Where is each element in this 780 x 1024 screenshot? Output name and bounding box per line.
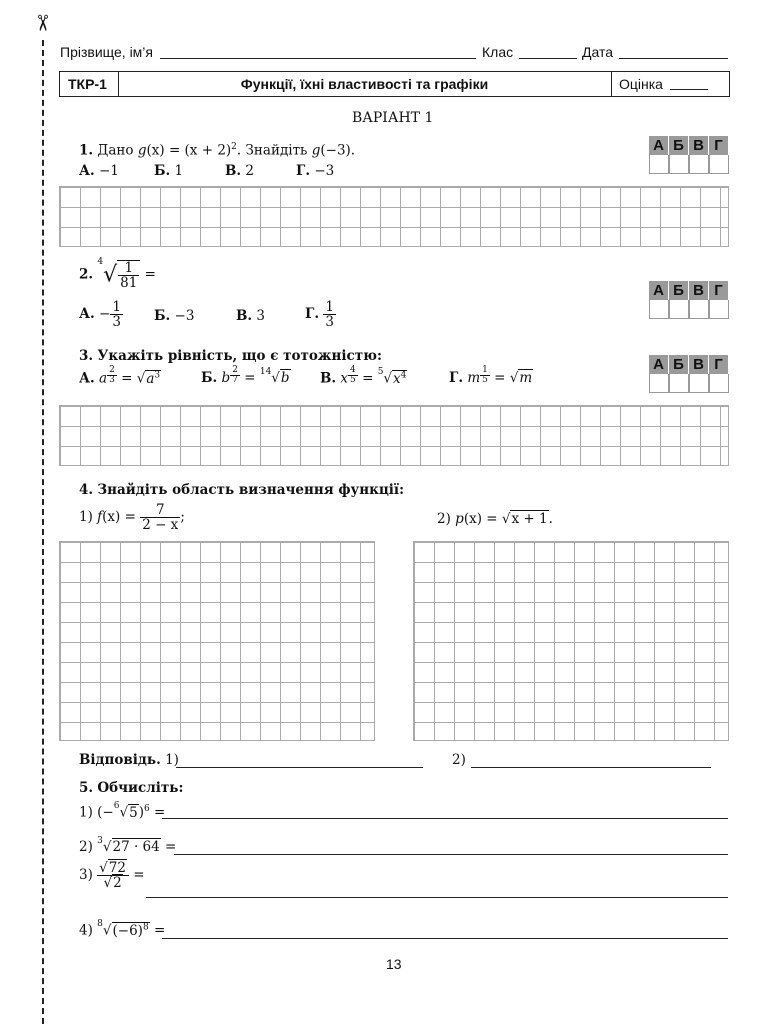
answer-box-q2[interactable]: А Б В Г: [649, 281, 729, 319]
answer-field-2[interactable]: [471, 767, 711, 768]
q5-answer-2[interactable]: [174, 854, 728, 855]
question-2: 2. $^4$√ $\frac{1}{81}$ =: [79, 257, 156, 292]
q2-option-g: Г. $\frac{1}{3}$: [305, 299, 334, 331]
answer-row-2-label: 2): [452, 752, 466, 768]
work-grid-q4-1[interactable]: [59, 541, 375, 741]
scissors-icon: ✂: [29, 13, 55, 33]
question-1-options: А. −1: [79, 163, 119, 179]
q1-option-b: Б. 1: [154, 163, 184, 179]
q5-answer-3[interactable]: [146, 897, 728, 898]
question-3: 3. Укажіть рівність, що є тотожністю:: [79, 348, 382, 364]
work-grid-q4-2[interactable]: [413, 541, 729, 741]
name-label: Прізвище, ім’я: [60, 44, 153, 60]
date-field[interactable]: [619, 58, 728, 59]
class-label: Клас: [482, 44, 514, 60]
class-field[interactable]: [519, 58, 577, 59]
test-code: ТКР-1: [68, 76, 107, 92]
q5-item-2: 2) $^3$√27 · 64 =: [79, 836, 177, 855]
work-grid-q1[interactable]: [59, 186, 729, 247]
q5-answer-4[interactable]: [162, 938, 728, 939]
variant-title: ВАРІАНТ 1: [352, 110, 434, 126]
q2-option-v: В. 3: [236, 308, 266, 324]
answer-box-q1[interactable]: А Б В Г: [649, 136, 729, 174]
question-1: 1. Дано $g(x) = (x + 2)^2$. Знайдіть g(−3).: [79, 142, 356, 159]
q4-part-2: 2) p(x) = √x + 1.: [437, 511, 553, 527]
q3-option-g: Г. m $\frac{1}{5}$ = √m: [449, 365, 533, 386]
question-4: 4. Знайдіть область визначення функції:: [79, 482, 405, 498]
q3-option-a: А. a $\frac{2}{3}$ = $√a^3$: [79, 365, 161, 387]
grade-field[interactable]: [670, 89, 708, 90]
q1-option-v: В. 2: [225, 163, 255, 179]
grade-label: Оцінка: [619, 76, 663, 92]
q4-part-1: 1) f(x) = $\frac{7}{2 - x}$ ;: [79, 502, 185, 534]
q3-option-v: В. x $\frac{4}{5}$ = $^5√x^4$: [320, 365, 407, 387]
cut-line: [42, 40, 44, 1024]
answer-row: Відповідь. 1): [79, 752, 179, 768]
name-field[interactable]: [160, 58, 476, 59]
q3-option-b: Б. b $\frac{2}{7}$ = $^{14}$√b: [201, 365, 290, 386]
page-number: 13: [386, 956, 402, 972]
q1-option-g: Г. −3: [296, 163, 335, 179]
q5-answer-1[interactable]: [162, 818, 728, 819]
q2-option-a: А. − $\frac{1}{3}$: [79, 299, 121, 331]
answer-field-1[interactable]: [176, 767, 423, 768]
q2-option-b: Б. −3: [154, 308, 195, 324]
answer-box-q3[interactable]: А Б В Г: [649, 355, 729, 393]
test-topic: Функції, їхні властивості та графіки: [240, 76, 489, 92]
work-grid-q3[interactable]: [59, 405, 729, 466]
title-box: [59, 71, 730, 97]
q5-item-4: 4) $^8√(-6)^8$ =: [79, 919, 166, 939]
q5-item-1: 1) $(-^6√5)^6$ =: [79, 801, 166, 821]
q5-item-3: 3) $\frac{√72}{√2}$ =: [79, 860, 145, 892]
question-5: 5. Обчисліть:: [79, 780, 184, 796]
date-label: Дата: [582, 44, 614, 60]
